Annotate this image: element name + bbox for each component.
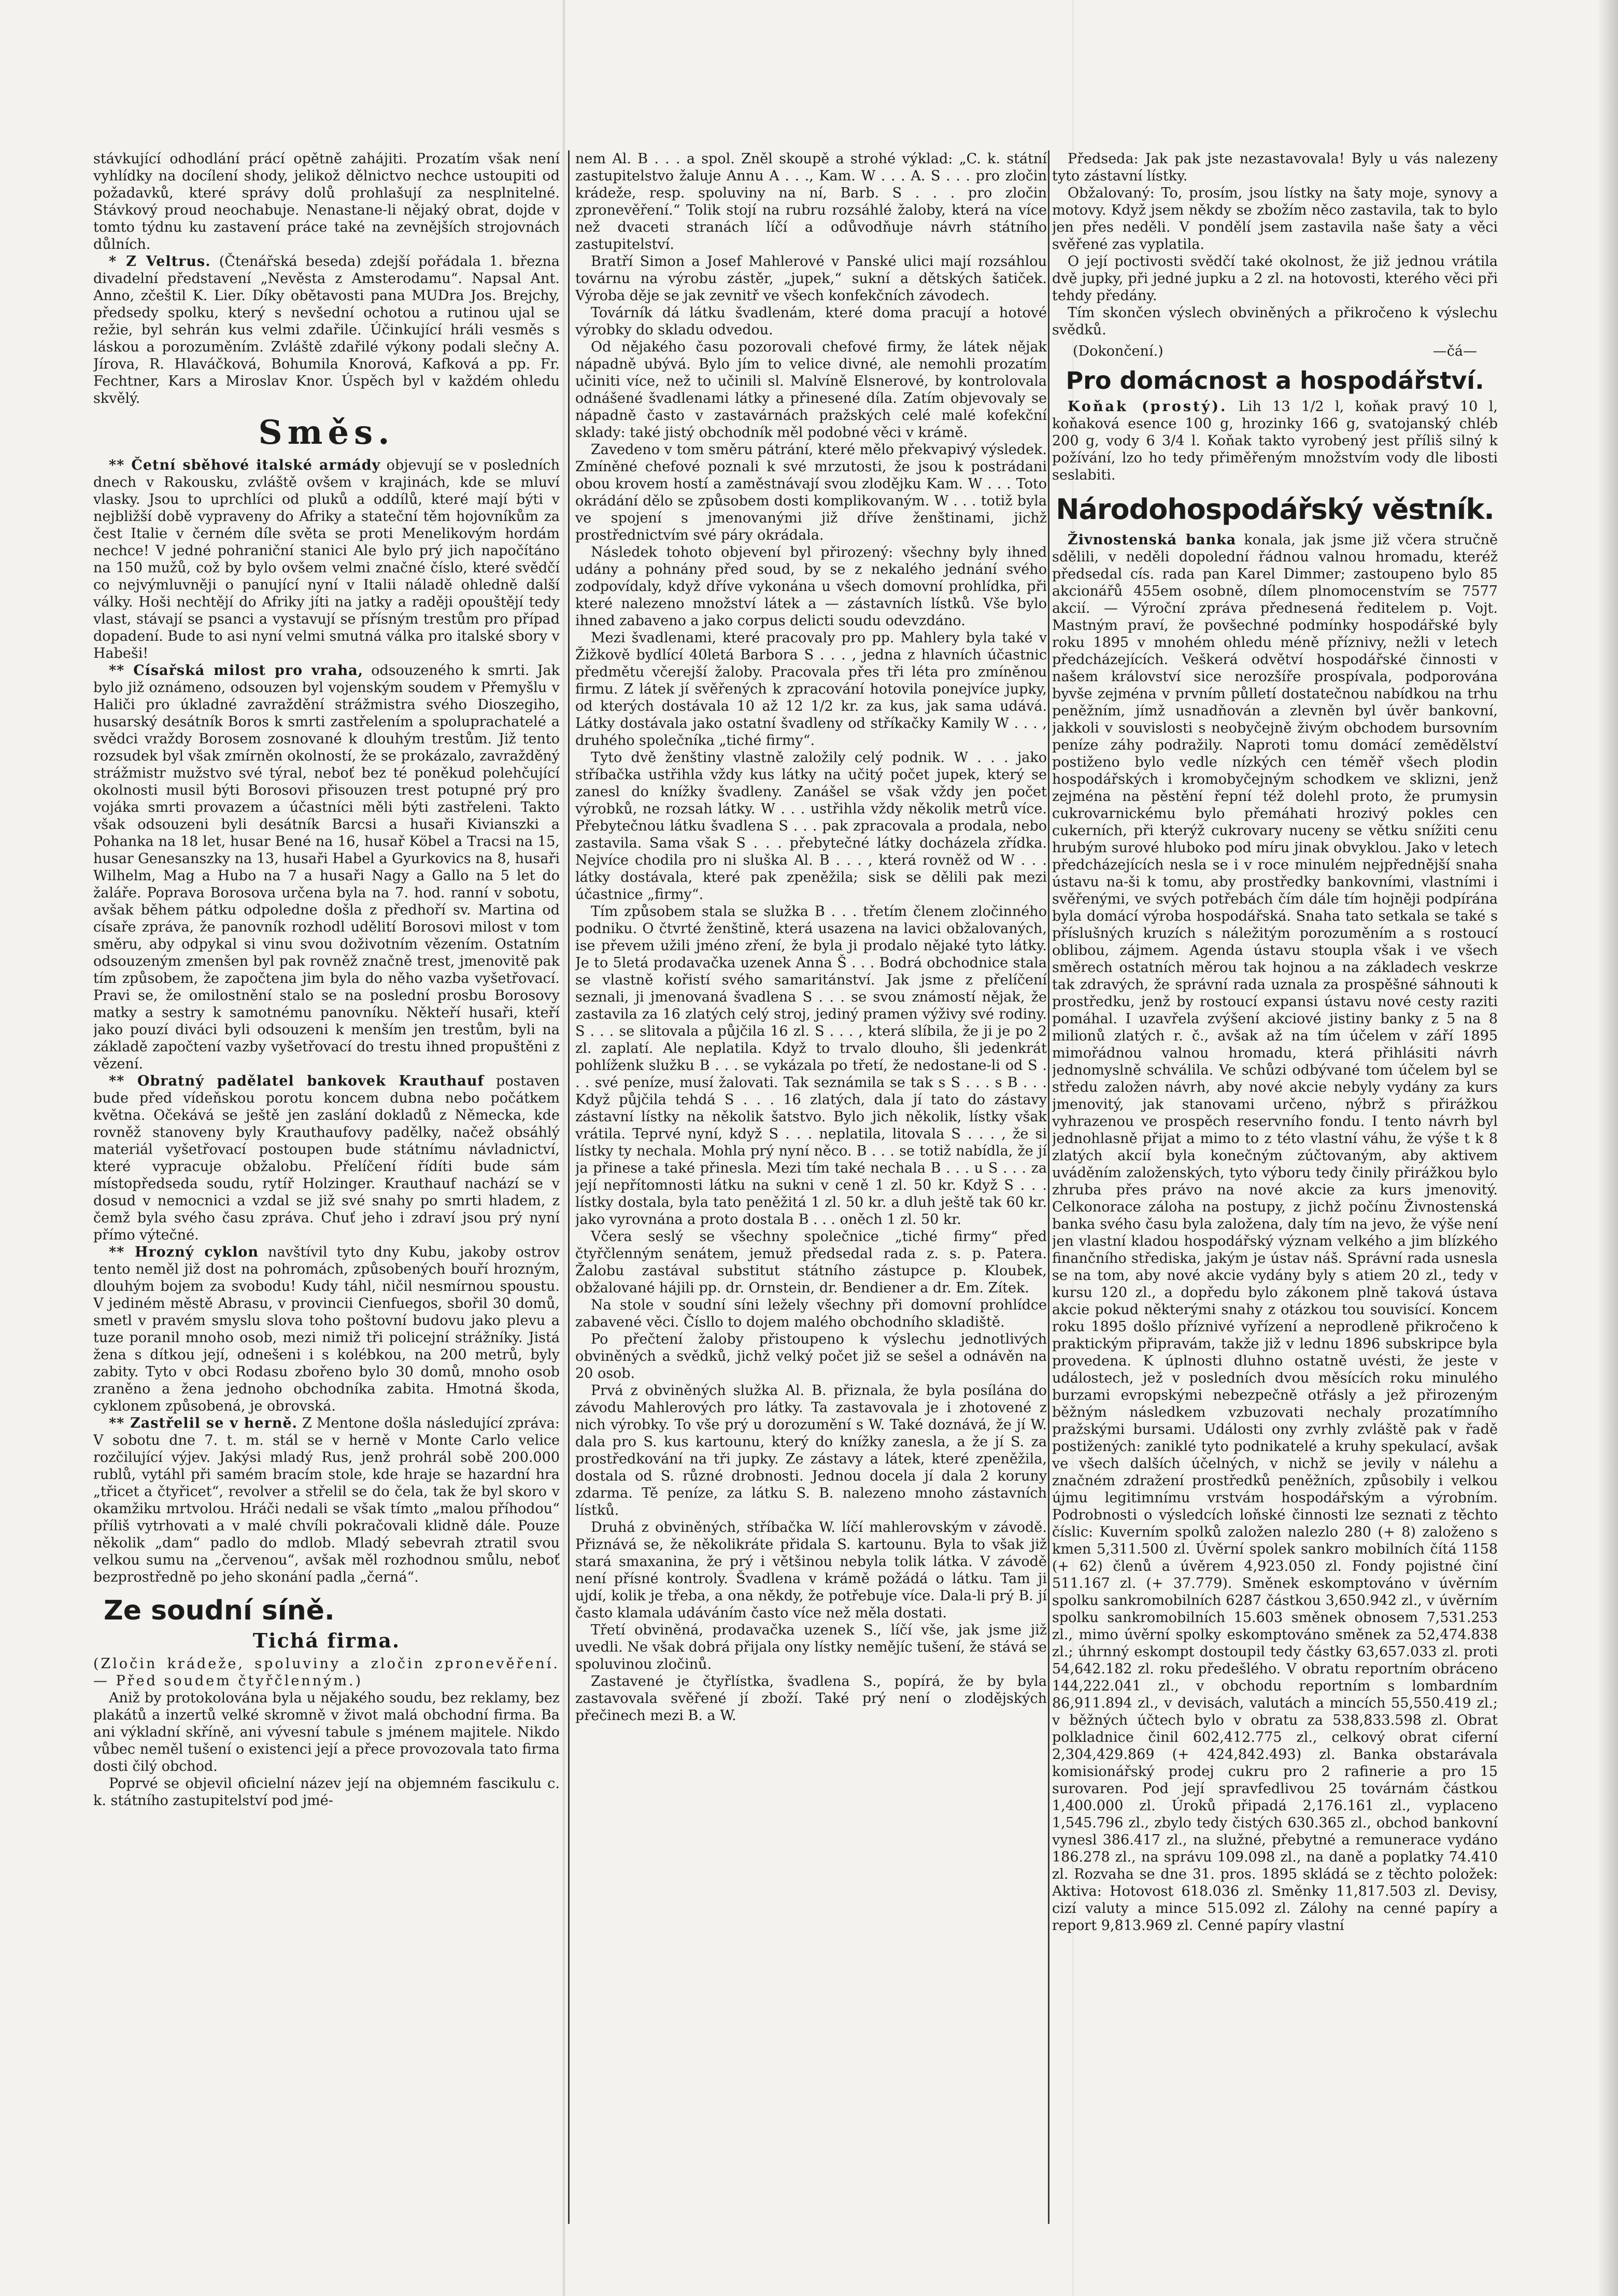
- article-body: Druhá z obviněných, stříbačka W. líčí mahlerovským v závodě. Přiznává se, že několikráte přidala S. kartounu. Byla to však již stará smaxanina, že prý i většinou nebyla tolik látka. V závodě není přísné kontroly. Švadlena v krámě požádá o látku. Tam ji ujdí, kolik je třeba, a ona někdy, že potřebuje více. Dala-li prý B. jí často klamala udáváním často více než měla dostati.: [575, 1519, 1047, 1621]
- article-body: Továrník dá látku švadlenám, které doma pracují a hotové výrobky do skladu odvedou.: [575, 305, 1047, 338]
- news-monte-carlo: ** Zastřelil se v herně. Z Mentone došla následující zpráva: V sobotu dne 7. t. m. stál se v herně v Monte Carlo velice rozčilující výjev. Jakýsi mladý Rus, jenž prohrál sobě 200.000 rublů, vytáhl při samém bracím stole, kde hraje se hazardní hra „třicet a čtyřicet“, revolver a střelil se do čela, tak že byl skoro v okamžiku mrtvolou. Hráči nedali se však tímto „malou příhodou“ příliš vytrhovati a v malé chvíli pokračovali klidně dále. Pouze několik „dam“ padlo do mdlob. Mladý sebevrah ztratil svou velkou sumu na „červenou“, avšak měl rozhodnou smůlu, neboť bezprostředně po jeho skonání padla „černá“.: [93, 1415, 560, 1585]
- article-body: Prvá z obviněných služka Al. B. přiznala, že byla posílána do závodu Mahlerových pro látky. Ta zastavovala je i zhotovené z nich výrobky. To vše prý u dorozumění s W. Také doznává, že jí W. dala pro S. kus kartounu, který do knížky zanesla, a že jí S. za prostředkování na tři jupky. Ze zástavy a látek, které zpeněžila, dostala od S. různé drobnosti. Jednou docela jí dala 2 koruny zdarma. Tě peníze, za látku S. B. nalezeno mnoho zástavních lístků.: [575, 1383, 1047, 1518]
- article-zivnostenska-banka: Živnostenská banka konala, jak jsme již včera stručně sdělili, v neděli dopolední řádnou valnou hromadu, kteréž předsedal cís. rada pan Karel Dimmer; zastoupeno bylo 85 akcionářů 455em osobně, dílem plnomocenstvím se 7577 akcií. — Výroční zpráva přednesená ředitelem p. Vojt. Mastným praví, že povšechné podmínky hospodářské byly roku 1895 v mnohém ohledu méně příznivy, nežli v letech předcházejících. Veškerá odvětví hospodářské činnosti v našem království sice nerozšíře prospívala, podporována byvše zejména v prvním půlletí dostatečnou nabídkou na trhu peněžním, jímž usnadňován a zlevněn byl úvěr bankovní, jakkoli v souvislosti s neobyčejně živým obchodem bursovním peníze záhy podražily. Naproti tomu domácí zemědělství postiženo bylo vedle nízkých cen téměř všech plodin hospodářských i kromobyčejným schodkem ve sklizni, jenž zejména na pěstění řepní též dolehl proto, že prumysin cukrovarnickému bylo přemáhati hrozivý pokles cen cukerních, při kterýž cukrovary nuceny se větku snížiti cenu hrubým surové hluboko pod míru jinak obvyklou. Jako v letech předcházejících nesla se i v roce minulém nejpřednější snaha ústavu na-ši k tomu, aby prostředky bankovními, vlastními i svěřenými, ve svých potřebách čím dále tím hojněji podpírána byla domácí výroba hospodářská. Snaha tato setkala se také s příslušných kruzích s náležitým porozuměním a s rostoucí oblibou, zájmem. Agenda ústavu stoupla však i ve všech směrech ostatních měrou tak hojnou a na základech veskrze tak zdravých, že správní rada uznala za prospěšné sáhnouti k prostředku, jenž by rostoucí expansi ústavu nové cesty raziti pomáhal. I uzavřela zvýšení akciové jistiny banky z 5 na 8 milionů zlatých r. č., avšak až na tím účelem v září 1895 mimořádnou valnou hromadu, která přihlásiti návrh jednomyslně schválila. Ve schůzi odbývané tom účelem byl se středu založen návrh, aby nové akcie nebyly vydány za kurs jmenovitý, jak stanovami určeno, nýbrž s přirážkou vyhrazenou ve prospěch reservního fondu. I tento návrh byl jednohlasně přijat a mimo to z této vlastní váhu, že výše t k 8 zlatých akcií byla konečným zúčtovaným, aby aktivem uváděním založenských, tyto výboru tedy činily přirážkou bylo zhruba přes právo na nové akcie za kurs jmenovitý. Celkonorace záloha na postupy, z jichž počínu Živnostenská banka svého času byla založena, daly tím na jevo, že výše není jen vlastní kladou hospodářský význam velkého a jim blízkého finančního střediska, jakým je ústav náš. Správní rada usnesla se na tom, aby nové akcie vydány byly s atiem 20 zl., tedy v kursu 120 zl., a dopředu bylo zákonem plně taková ústava akcie pokud některými snahy z otázkou tou souvisící. Koncem roku 1895 došlo příznivé vyřízení a neprodleně přikročeno k praktickým připravám, takže již v lednu 1896 subskripce byla provedena. K úplnosti dluhno ostatně uvésti, že jeste v událostech, jež v posledních dvou měsících roku minulého burzami evropskými nebezpečně otřásly a jež přirozeným běžným následkem vzbuzovati nechaly prozatímního pražskými bursami. Události ony zvrhly zvláště pak v řadě postižených: zaniklé tyto podnikatelé a kruhy spekulací, avšak ve všech dalších účelných, v nichž se jevily v nálehu a značném zdražení prostředků peněžních, způsobily i velkou újmu legitimnímu vrstvám hospodářským a výrobním. Podrobnosti o výsledcích loňské činnosti lze seznati z těchto číslic: Kuverním spolků založen nalezlo 280 (+ 8) založeno s kmen 5,311.500 zl. Úvěrní spolek sankro mobilních čítá 1158 (+ 62) členů a úvěrem 4,923.050 zl. Fondy pojistné činí 511.167 zl. (+ 37.779). Směnek eskomptováno v úvěrním spolku sankromobilních 6287 částkou 3,650.942 zl., v úvěrním spolku sankromobilních 15.603 směnek obnosem 7,531.253 zl., mimo úvěrní spolky eskomptováno směnek za 52,474.838 zl.; úhrnný eskompt dostoupil tedy částky 63,657.033 zl. proti 54,642.182 zl. roku předešlého. V obratu reportním obráceno 144,222.041 zl., v obchodu reportním s lombardním 86,911.894 zl., v devisách, valutách a mincích 55,550.419 zl.; v běžných účtech bylo v obratu za 538,833.598 zl. Obrat polkladnice činil 602,412.775 zl., celkový obrat ciferní 2,304,429.869 (+ 424,842.493) zl. Banka obstarávala komisionářský prodej cukru pro 2 rafinerie a pro 15 surovaren. Pod její spravfedlivou 25 továrnám částkou 1,400.000 zl. Úroků připadá 2,176.161 zl., vyplaceno 1,545.796 zl., zbylo tedy čistých 630.365 zl., obchod bankovní vynesl 386.417 zl., na služné, přebytné a remunerace vydáno 186.278 zl., na správu 109.098 zl., na daně a poplatky 74.410 zl. Rozvaha se dne 31. pros. 1895 skládá se z těchto položek: Aktiva: Hotovost 618.036 zl. Směnky 11,817.503 zl. Devisy, cizí valuty a mince 515.092 zl. Zálohy na cenné papíry a report 9,813.969 zl. Cenné papíry vlastní: [1052, 532, 1498, 1934]
- article-body: O její poctivosti svědčí také okolnost, že již jednou vrátila dvě jupky, při jedné jupku a 2 zl. na hotovosti, kterého věci při tehdy předány.: [1052, 253, 1498, 304]
- article-body: Poprvé se objevil oficielní název její na objemném fascikulu c. k. státního zastupitelství pod jmé-: [93, 1776, 560, 1809]
- column-1: [93, 150, 560, 2276]
- column-3: [1052, 150, 1498, 2276]
- article-strike-end: stávkující odhodlání prácí opětně zahájiti. Prozatím však není vyhlídky na docílení shody, jelikož dělnictvo nechce ustoupiti od požadavků, které správy dolů prohlašují za nesplnitelné. Stávkový proud neochabuje. Nenastane-li nějaký obrat, dojde v tomto týdnu ku zastavení práce také na zevnějších strojovnách důlních.: [93, 151, 560, 252]
- section-heading-court: Ze soudní síně.: [104, 1595, 335, 1626]
- news-italian-deserters: ** Četní sběhové italské armády objevují se v posledních dnech v Rakousku, zvláště ovšem v krajinách, kde se mluví vlasky. Jsou to uprchlíci od pluků a oddílů, které mají býti v nejbližší době vypraveny do Afriky a stateční těm hojovníkům za čest Italie v černém díle světa se proti Menelikovým hordám nechce! V jedné pohraniční stanici Ale bylo prý jich napočítáno na 150 mužů, což by bylo ovšem velmi značné číslo, které svědčí co nejvýmluvněji o panující nyní v Italii náladě ohledně další války. Hoši nechtějí do Afriky jíti na jatky a raději opouštějí tedy vlast, stávají se psanci a vystavují se přísným trestům pro případ dopadení. Bude to asi nyní velmi smutná válka pro italské sbory v Habeši!: [93, 457, 560, 661]
- news-forger-krauthauf: ** Obratný padělatel bankovek Krauthauf postaven bude před vídeňskou porotu koncem dubna nebo počátkem května. Očekává se ještě jen zaslání dokladů z Německa, kde rovněž stanoveny byly Krauthaufovy padělky, načež obsáhlý materiál vyšetřovací postoupen bude státnímu návladnictví, které vypracuje obžalobu. Přelíčení řídíti bude sám místopředseda soudu, rytíř Holzinger. Krauthauf nachází se v dosud v nemocnici a vzdal se již své snahy po smrti hladem, z čemž byla svého času zpráva. Chuť jeho i zdraví jsou prý nyní přímo výtečné.: [93, 1073, 560, 1243]
- article-body: Tyto dvě ženštiny vlastně založily celý podnik. W . . . jako stříbačka ustřihla vždy kus látky na učitý počet jupek, který se zanesl do knížky švadleny. Zanášel se však vždy jen počet výrobků, ne rozsah látky. W . . . ustřihla vždy několik metrů více. Přebytečnou látku švadlena S . . . pak zpracovala a prodala, nebo zastavila. Sama však S . . . přebytečné látky docházela zřídka. Nejvíce chodila pro ni sluška Al. B . . . , která rovněž od W . . . látky dostávala, které pak zpeněžila; sisk se dělili pak mezi účastnice „firmy“.: [575, 750, 1047, 903]
- article-body: nem Al. B . . . a spol. Zněl skoupě a strohé výklad: „C. k. státní zastupitelstvo žaluje Annu A . . ., Kam. W . . . A. S . . . pro zločin krádeže, resp. spoluviny na ní, Barb. S . . . pro zločin zpronevěření.“ Tolik stojí na rubru rozsáhlé žaloby, která na více než dvaceti stranách líčí a odůvodňuje návrh státního zastupitelství.: [575, 151, 1047, 252]
- article-body: Tím skončen výslech obviněných a přikročeno k výslechu svědků.: [1052, 305, 1498, 338]
- author-mark: —čá—: [1432, 343, 1477, 359]
- column-2: [575, 150, 1047, 2276]
- news-cyclone-cuba: ** Hrozný cyklon navštívil tyto dny Kubu, jakoby ostrov tento neměl již dost na pohromách, způsobených bouří hrozným, dlouhým bojem za svobodu! Kudy táhl, ničil nesmírnou spoustu. V jediném městě Abrasu, v provincii Cienfuegos, sbořil 30 domů, smetl v pravém smyslu slova toho poštovní budovu jako plevu a tuze poranil mnoho osob, mezi nimiž tři policejní strážníky. Jistá žena s dítkou její, odnešeni i s kolébkou, na 200 metrů, byly zabity. Tyto v obci Rodasu zbořeno bylo 30 domů, mnoho osob zraněno a žena jednoho obchodníka zabita. Hmotná škoda, cyklonem způsobená, je obrovská.: [93, 1244, 560, 1414]
- article-heading-ticha-firma: Tichá firma.: [252, 1629, 401, 1652]
- article-veltrusy-title: * Z Veltrus.: [109, 253, 211, 270]
- section-heading-smes: Směs.: [258, 413, 395, 452]
- article-body: Aniž by protokolována byla u nějakého soudu, bez reklamy, bez plakátů a inzertů velké skromně v život malá obchodní firma. Ba ani výkladní skříně, ani vývesní tabule s jménem majitele. Nikdo vůbec neměl tušení o existenci její a přece provozovala tato firma dosti čilý obchod.: [93, 1690, 560, 1774]
- paper-fold-shadow: [562, 0, 565, 2296]
- article-body: Včera seslý se všechny společnice „tiché firmy“ před čtyřčlenným senátem, jemuž předsedal rada z. s. p. Patera. Žalobu zastával substitut státního zástupce p. Kloubek, obžalované hájili pp. dr. Ornstein, dr. Bendiener a dr. Em. Zítek.: [575, 1229, 1047, 1296]
- column-rule-1: [568, 150, 570, 2224]
- article-body: Po přečtení žaloby přistoupeno k výslechu jednotlivých obviněných a svědků, jichž velký počet již se sešel a odnávěn na 20 osob.: [575, 1331, 1047, 1382]
- continuation-note: (Dokončení.): [1073, 343, 1163, 359]
- section-heading-economy: Národohospodářský věstník.: [1056, 493, 1494, 526]
- article-body: Mezi švadlenami, které pracovaly pro pp. Mahlery byla také v Žižkově bydlící 40letá Barbora S . . . , jedna z hlavních účastnic předmětu včerejší žaloby. Pracovala přes tři léta pro zmíněnou firmu. Z látek jí svěřených k zpracování hotovila ponejvíce jupky, od kterých dostávala 10 až 12 1/2 kr. za kus, jak sama udává. Látky dostávala jako ostatní švadleny od stříkačky Kamily W . . . , druhého společníka „tiché firmy“.: [575, 630, 1047, 749]
- article-body: Zastavené je čtyřlístka, švadlena S., popírá, že by byla zastavovala svěřené jí zboží. Také prý není o zlodějských přečinech mezi B. a W.: [575, 1673, 1047, 1724]
- article-body: Od nějakého času pozorovali chefové firmy, že látek nějak nápadně ubývá. Bylo jím to velice divné, ale nemohli prozatím učiniti více, než to učinili sl. Malvíně Elsnerové, by kontrolovala odnášené švadlenami látky a přinesené díla. Zatím objevovaly se nápadně často v zastavárnách pražských celé malé kofekční sklady: také jistý obchodník měl podobné věci v krámě.: [575, 339, 1047, 441]
- article-subheading: (Zločin krádeže, spoluviny a zločin zpronevěření. — Před soudem čtyřčlenným.): [93, 1656, 560, 1689]
- article-veltrusy: * Z Veltrus. (Čtenářská beseda) zdejší pořádala 1. března divadelní představení „Nevěsta z Amsterodamu“. Napsal Ant. Anno, zčeštil K. Lier. Díky obětavosti pana MUDra Jos. Brejchy, předsedy spolku, který s nevšední ochotou a rutinou ujal se režie, byl sehrán kus velmi zdařile. Účinkující hráli vesměs s láskou a porozuměním. Zvláště zdařilé výkony podali slečny A. Jírova, R. Hlaváčková, Bohumila Knorová, Kafková a pp. Fr. Fechtner, Kars a Miroslav Knor. Úspěch byl v každém ohledu skvělý.: [93, 253, 560, 406]
- article-body: Třetí obviněná, prodavačka uzenek S., líčí vše, jak jsme již uvedli. Ne však dobrá přijala ony lístky nemějíc tušení, že stává se spoluvinou zločinů.: [575, 1622, 1047, 1672]
- article-signature: [1052, 343, 1498, 360]
- article-body: Zavedeno v tom směru pátrání, které mělo překvapivý výsledek. Zmíněné chefové poznali k své mrzutosti, že jsou k postrádani obou krovem hostí a zaměstnávají svou zlodějku Kam. W . . . Toto okrádání dělo se způsobem dosti komplikovaným. W . . . totiž byla ve spojení s jmenovanými již dříve ženštinami, jichž prostřednictvím své páry okrádala.: [575, 442, 1047, 543]
- article-body: Tím způsobem stala se služka B . . . třetím členem zločinného podniku. O čtvrté ženštině, která usazena na lavici obžalovaných, ise převem užili jméno zření, že byla ji prodalo nějaké tyto látky. Je to 5letá prodavačka uzenek Anna Š . . . Bodrá obchodnice stala se vlastně kořistí svého samaritánství. Jak jsme z přelíčení seznali, ji jmenovaná švadlena S . . . se svou známostí nějak, že zastavila za 16 zlatých celý stroj, jediný pramen výživy své rodiny. S . . . se slitovala a půjčila 16 zl. S . . . , která slíbila, že ji je po 2 zl. zaplatí. Ale neplatila. Když to trvalo dlouho, šli jedenkrát pohlíženk služku B . . . se vykázala po třetí, že nedostane-li od S . . . své peníze, musí žalovati. Tak seznámila se tak s S . . . s B . . . Když půjčila tehdá S . . . 16 zlatých, dala jí tato do zástavy zástavní lístky na několik šatstvo. Bylo jich několik, lístky však vrátila. Teprvé nyní, když S . . . neplatila, litovala S . . . , že si lístky ty nechala. Mohla prý nyní něco. B . . . se totiž nabídla, že jí ja přinese a také přinesla. Mezi tím také nechala B . . . u S . . . za její nepřítomnosti látku na sukni v ceně 1 zl. 50 kr. Když S . . . lístky dostala, byla tato peněžitá 1 zl. 50 kr. a dluh ještě tak 60 kr. jako vyrovnána a proto dostala B . . . oněch 1 zl. 50 kr.: [575, 904, 1047, 1228]
- article-body: Obžalovaný: To, prosím, jsou lístky na šaty moje, synovy a motovy. Když jsem někdy se zbožím něco zastavila, tak to bylo jen přes neděli. V pondělí jsem zastavila naše šaty a věci svěřené zas vyplatila.: [1052, 185, 1498, 252]
- recipe-cognac: Koňak (prostý). Lih 13 1/2 l, koňak pravý 10 l, koňaková esence 100 g, hrozinky 166 g, svatojanský chléb 200 g, vody 6 3/4 l. Koňak takto vyrobený jest příliš silný k požívání, lzo ho tedy přiměřeným množstvím vody dle libosti seslabiti.: [1052, 399, 1498, 483]
- section-heading-household: Pro domácnost a hospodářství.: [1066, 367, 1484, 395]
- column-rule-2: [1048, 150, 1049, 2224]
- news-imperial-mercy: ** Císařská milost pro vraha, odsouzeného k smrti. Jak bylo již oznámeno, odsouzen byl vojenským soudem v Přemyšlu v Haliči pro úkladné zavraždění strážmistra svého Dioszegiho, husarský desátník Boros k smrti zastřelením a spoluprachatelé a svědci vraždy Borosem zosnované k dlouhým trestům. Již tento rozsudek byl však zmírněn okolností, že se prokázalo, zavražděný strážmistr mužstvo své týral, neboť bez té poněkud polehčující okolnosti musil býti Borosovi přisouzen trest potupné prý pro vojáka smrti provazem a účastníci měli býti zastřeleni. Takto však odsouzeni byli desátník Barcsi a husaři Kivianszki a Pohanka na 18 let, husar Bené na 16, husař Köbel a Tracsi na 15, husar Genesanszky na 13, husaři Habel a Gyurkovics na 8, husaři Wilhelm, Mag a Hubo na 7 a husaři Nagy a Gallo na 5 let do žaláře. Poprava Borosova určena byla na 7. hod. ranní v sobotu, avšak během pátku odpoledne došla z předhoří sv. Martina od císaře zpráva, že panovník rozhodl udělití Borosovi milost v tom směru, aby odpykal si vinu svou doživotním vězením. Ostatním odsouzeným zmenšen byl pak rovněž značně trest, jmenovitě pak tím způsobem, že započtena jim byla do něho vazba vyšetřovací. Pravi se, že omilostnění stalo se na poslední prosbu Borosovy matky a sestry k samotnému panovníku. Někteří husaři, kteří jako pouzí diváci byli odsouzeni k menším jen trestům, byli na základě započtení vazby vyšetřovací do trestu ihned propuštěni z vězení.: [93, 663, 560, 1072]
- article-body: Předseda: Jak pak jste nezastavovala! Byly u vás nalezeny tyto zástavní lístky.: [1052, 151, 1498, 184]
- article-body: Následek tohoto objevení byl přirozený: všechny byly ihned udány a pohnány před soud, by se z nekalého jednání svého zodpovídaly, když dříve vykonána u všech domovní prohlídka, při které nalezeno množství látek a — zástavních lístků. Vše bylo ihned zabaveno a jako corpus delicti soudu odevzdáno.: [575, 544, 1047, 629]
- page-edge-shadow: [1597, 0, 1618, 2296]
- article-body: Bratří Simon a Josef Mahlerové v Panské ulici mají rozsáhlou továrnu na výrobu zástěr, „jupek,“ sukní a dětských šatiček. Výroba děje se jak zevnitř ve všech konfekčních závodech.: [575, 253, 1047, 304]
- article-body: Na stole v soudní síni ležely všechny při domovní prohlídce zabavené věci. Čísllo to dojem malého obchodního skladiště.: [575, 1297, 1047, 1330]
